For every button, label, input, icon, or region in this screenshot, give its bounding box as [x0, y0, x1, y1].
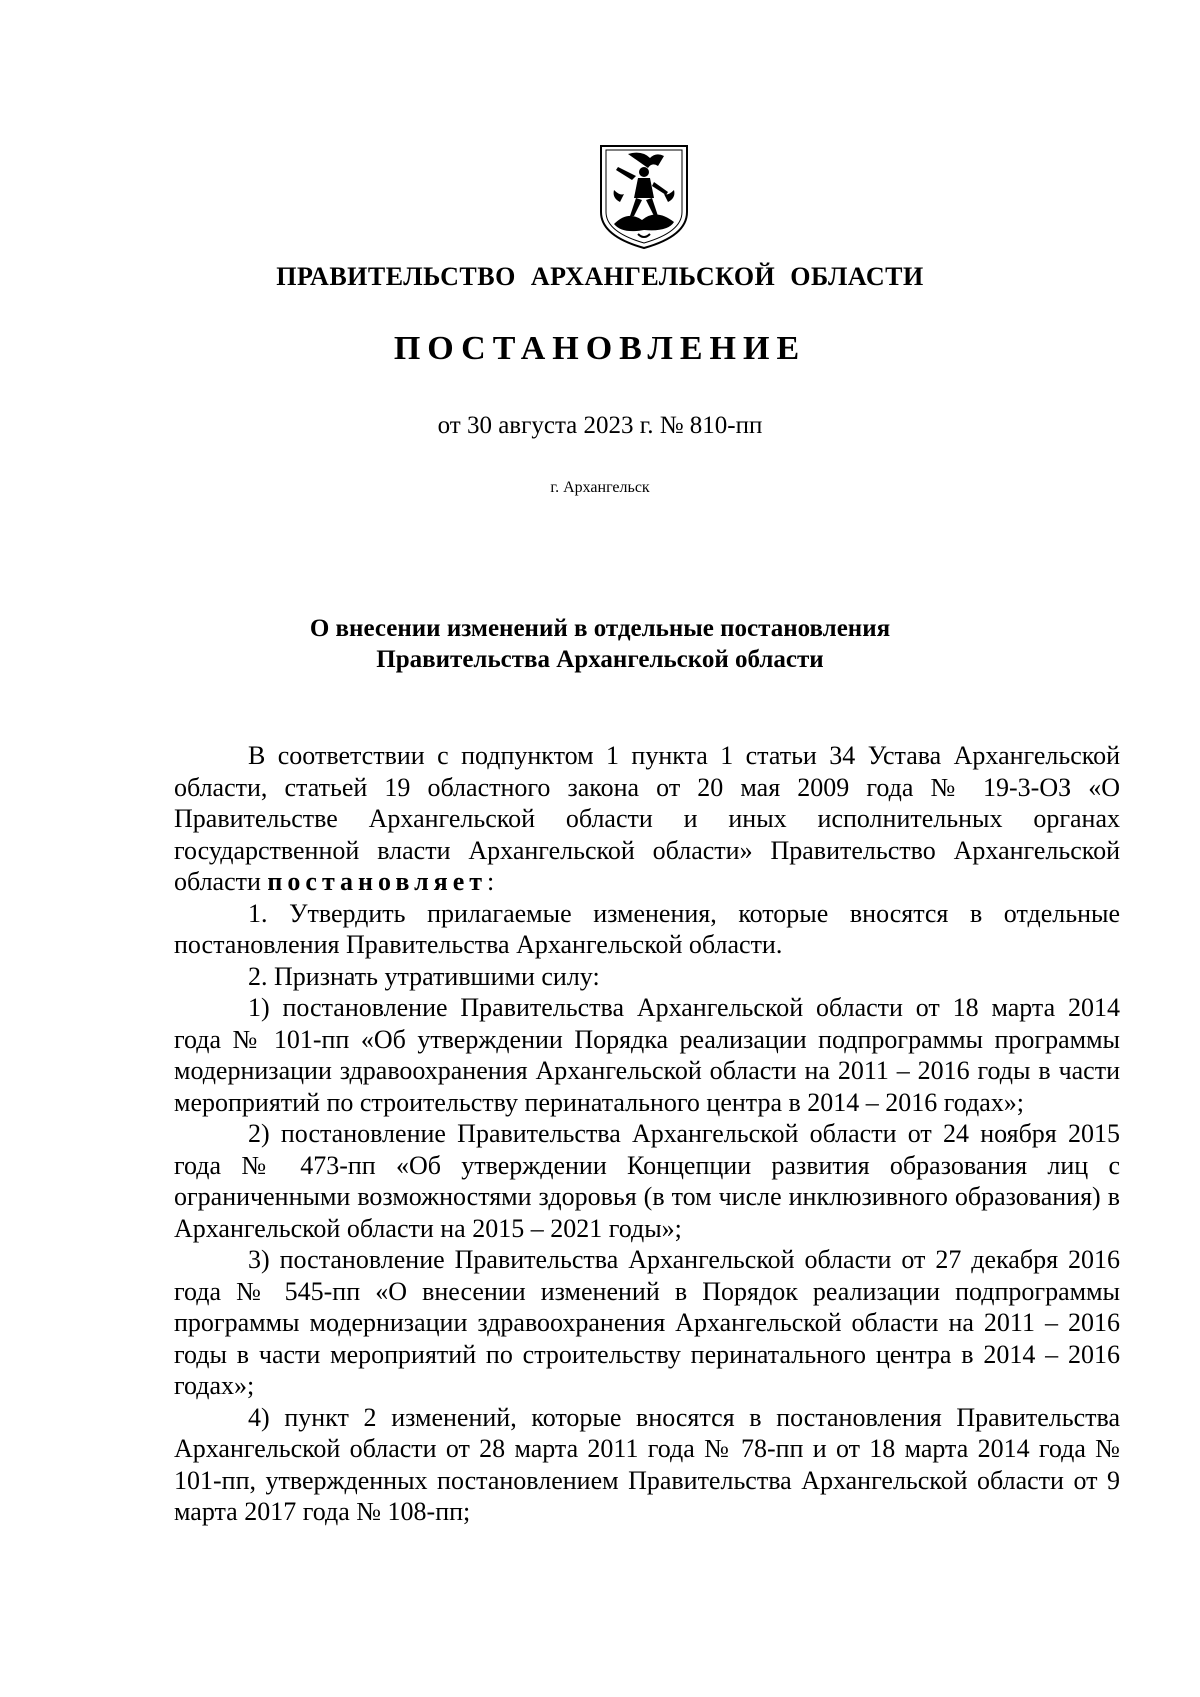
arkhangelsk-coat-of-arms-icon [598, 140, 690, 252]
subitem-1: 1) постановление Правительства Архангельской области от 18 марта 2014 года № 101-пп «Об утверждении Порядка реализации подпрограммы программы модернизации здравоохранения Архангельской области на 2011 – 2016 годы в части мероприятий по строительству перинатального центра в 2014 – 2016 годах»; [174, 993, 1120, 1117]
subitem-2: 2) постановление Правительства Архангельской области от 24 ноября 2015 года № 473-пп «Об утверждении Концепции развития образования лиц с ограниченными возможностями здоровья (в том числе инклюзивного образования) в Архангельской области на 2015 – 2021 годы»; [174, 1119, 1120, 1243]
decides-word: постановляет [267, 867, 488, 896]
preamble-text: В соответствии с подпунктом 1 пункта 1 статьи 34 Устава Архангельской области, статьей 19 областного закона от 20 мая 2009 года № 19-3-ОЗ «О Правительстве Архангельской области и иных исполнительных органах государственной власти Архангельской области» Правительство Архангельской области [174, 741, 1120, 896]
decides-colon: : [487, 867, 495, 896]
subject-line-2: Правительства Архангельской области [376, 646, 824, 673]
preamble-paragraph [174, 740, 1120, 898]
decree-body [174, 740, 1120, 1528]
decree-date-number: от 30 августа 2023 г. № 810-пп [437, 412, 763, 439]
decree-subject [0, 613, 1200, 675]
subitem-4: 4) пункт 2 изменений, которые вносятся в постановления Правительства Архангельской области от 28 марта 2011 года № 78-пп и от 18 марта 2014 года № 101-пп, утвержденных постановлением Правительства Архангельской области от 9 марта 2017 года № 108-пп; [174, 1402, 1120, 1526]
item-1: 1. Утвердить прилагаемые изменения, которые вносятся в отдельные постановления Правительства Архангельской области. [174, 898, 1120, 959]
government-name: ПРАВИТЕЛЬСТВО АРХАНГЕЛЬСКОЙ ОБЛАСТИ [276, 262, 924, 291]
issue-city: г. Архангельск [550, 479, 650, 496]
subitem-3: 3) постановление Правительства Архангельской области от 27 декабря 2016 года № 545-пп «О внесении изменений в Порядок реализации подпрограммы программы модернизации здравоохранения Архангельской области на 2011 – 2016 годы в части мероприятий по строительству перинатального центра в 2014 – 2016 годах»; [174, 1245, 1120, 1400]
document-type: ПОСТАНОВЛЕНИЕ [393, 330, 807, 367]
subject-line-1: О внесении изменений в отдельные постановления [309, 615, 891, 642]
item-2: 2. Признать утратившими силу: [248, 961, 600, 991]
